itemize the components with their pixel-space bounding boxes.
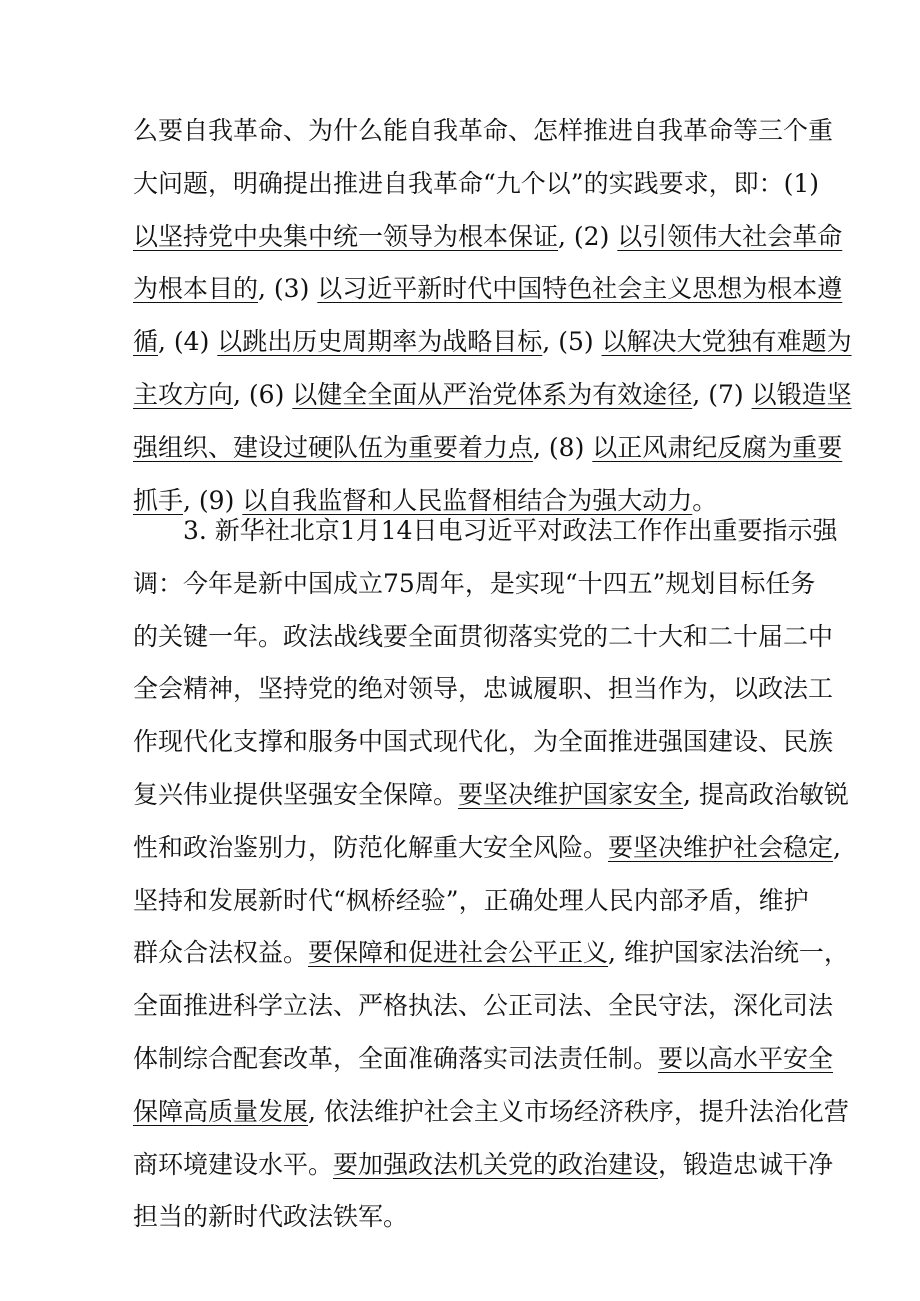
text-line (133, 429, 843, 467)
text-line (133, 882, 809, 920)
text-span: 商环境建设水平。 (133, 1149, 334, 1179)
underlined-text: 以锻造坚 (751, 380, 852, 409)
text-span: , (5) (542, 327, 602, 357)
text-line (133, 218, 843, 256)
text-span: 复兴伟业提供坚强安全保障。 (133, 780, 459, 809)
underlined-text: 以引领伟大社会革命 (617, 221, 843, 251)
text-span: ，锻造忠诚干净 (658, 1149, 834, 1179)
text-line (133, 565, 816, 603)
text-span: 全面推进科学立法、严格执法、公正司法、全民守法，深化司法 (133, 991, 834, 1021)
text-line (133, 376, 852, 414)
underlined-text: 要坚决维护社会稳定 (608, 832, 834, 862)
text-span: 大问题，明确提出推进自我革命“九个以”的实践要求，即：(1) (133, 168, 819, 198)
text-line (133, 270, 843, 308)
text-line (133, 987, 834, 1025)
underlined-text: 以跳出历史周期率为战略目标 (217, 327, 543, 357)
text-span: 全会精神，坚持党的绝对领导，忠诚履职、担当作为，以政法工 (133, 674, 834, 704)
text-line (133, 323, 852, 361)
text-span: , (9) (183, 485, 243, 515)
underlined-text: 以解决大党独有难题为 (601, 327, 852, 357)
text-line (133, 670, 834, 708)
underlined-text: 主攻方向 (133, 380, 234, 409)
text-span: , 维护国家法治统一， (608, 938, 849, 968)
text-line (133, 723, 834, 761)
text-line (133, 165, 819, 203)
text-line (133, 934, 849, 972)
underlined-text: 以坚持党中央集中统一领导为根本保证 (133, 221, 559, 251)
text-span: , (7) (692, 380, 752, 409)
underlined-text: 抓手 (133, 485, 184, 515)
underlined-text: 保障高质量发展 (133, 1096, 309, 1126)
text-span: 作现代化支撑和服务中国式现代化，为全面推进强国建设、民族 (133, 727, 834, 757)
text-line (133, 829, 841, 867)
text-line (133, 618, 834, 656)
text-line (133, 776, 849, 814)
underlined-text: 要坚决维护国家安全 (458, 780, 684, 809)
underlined-text: 为根本目的 (133, 274, 259, 304)
text-span: , 提高政治敏锐 (683, 780, 849, 809)
underlined-text: 要以高水平安全 (658, 1044, 834, 1073)
underlined-text: 以自我监督和人民监督相结合为强大动力 (242, 485, 693, 515)
text-span: , (4) (158, 327, 218, 357)
text-span: , (8) (533, 432, 593, 462)
underlined-text: 要加强政法机关党的政治建设 (333, 1149, 659, 1179)
text-span: 。 (692, 485, 718, 515)
underlined-text: 以正风肃纪反腐为重要 (592, 432, 843, 462)
text-span: 担当的新时代政法铁军。 (133, 1202, 409, 1232)
text-span: , (6) (233, 380, 293, 409)
text-line (133, 1040, 834, 1078)
text-span: 的关键一年。政法战线要全面贯彻落实党的二十大和二十届二中 (133, 621, 834, 651)
text-line (133, 112, 834, 150)
underlined-text: 以健全全面从严治党体系为有效途径 (292, 380, 693, 409)
underlined-text: 强组织、建设过硬队伍为重要着力点 (133, 432, 534, 462)
text-span: , (3) (258, 274, 318, 304)
text-span: 3. 新华社北京1月14日电习近平对政法工作作出重要指示强 (183, 516, 838, 545)
text-line (133, 1146, 834, 1184)
text-line (183, 512, 838, 550)
text-span: 体制综合配套改革，全面准确落实司法责任制。 (133, 1044, 659, 1073)
underlined-text: 循 (133, 327, 159, 357)
text-span: 性和政治鉴别力，防范化解重大安全风险。 (133, 832, 609, 862)
text-span: 群众合法权益。 (133, 938, 309, 968)
underlined-text: 以习近平新时代中国特色社会主义思想为根本遵 (317, 274, 843, 304)
text-span: 么要自我革命、为什么能自我革命、怎样推进自我革命等三个重 (133, 116, 834, 145)
text-span: , 依法维护社会主义市场经济秩序，提升法治化营 (308, 1096, 849, 1126)
text-span: 坚持和发展新时代“枫桥经验”，正确处理人民内部矛盾，维护 (133, 885, 809, 915)
text-span: , (833, 832, 841, 862)
text-span: , (2) (558, 221, 618, 251)
text-line (133, 1198, 785, 1236)
text-line (133, 1093, 849, 1131)
underlined-text: 要保障和促进社会公平正义 (308, 938, 609, 968)
text-span: 调：今年是新中国成立75周年，是实现“十四五”规划目标任务 (133, 568, 816, 598)
